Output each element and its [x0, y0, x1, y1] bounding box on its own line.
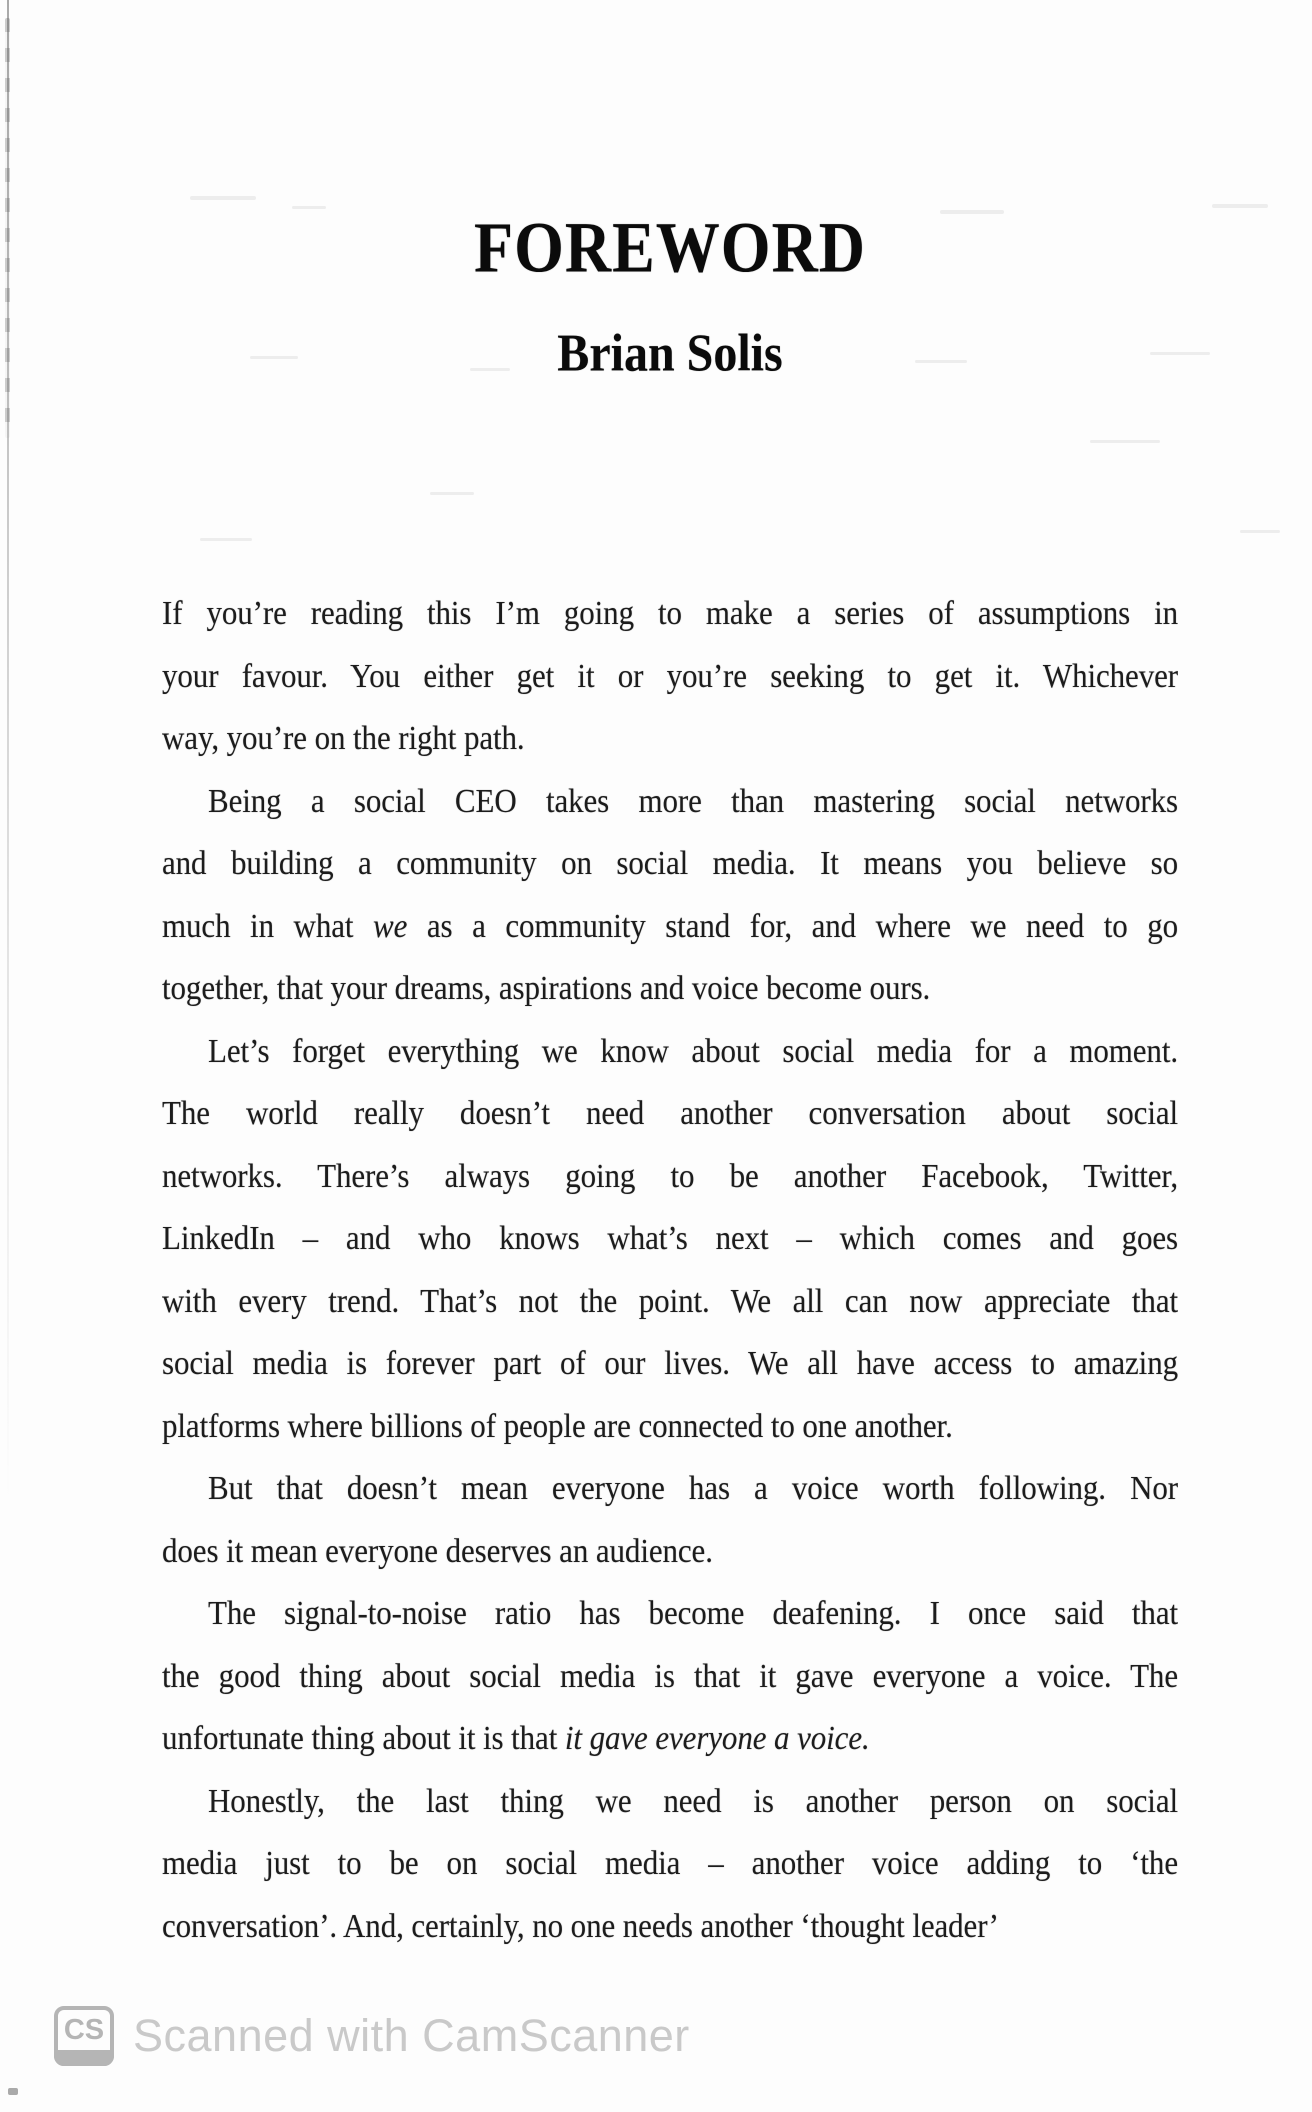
- paragraph: [162, 1582, 1178, 1770]
- camscanner-logo-icon: [54, 2006, 114, 2066]
- text-line: together, that your dreams, aspirations and voice become ours.: [162, 968, 931, 1007]
- body-text: [162, 582, 1178, 1957]
- scan-speck: [8, 2088, 18, 2095]
- text-line: unfortunate thing about it is that it gave everyone a voice.: [162, 1718, 870, 1757]
- scan-speck: [1240, 530, 1280, 533]
- text-line: LinkedIn – and who knows what’s next – which comes and goes: [162, 1218, 1178, 1257]
- text-column: [162, 0, 1178, 2112]
- paragraph: [162, 1020, 1178, 1458]
- camscanner-logo-text: CS: [63, 2014, 105, 2046]
- paragraph: [162, 1457, 1178, 1582]
- camscanner-logo-bar: [54, 2050, 114, 2066]
- text-line: the good thing about social media is that it gave everyone a voice. The: [162, 1655, 1178, 1695]
- text-line: Honestly, the last thing we need is another person on social: [208, 1780, 1178, 1820]
- camscanner-label: Scanned with CamScanner: [133, 2010, 690, 2061]
- text-line: with every trend. That’s not the point. We all can now appreciate that: [162, 1280, 1178, 1320]
- page-author: Brian Solis: [557, 324, 783, 383]
- text-line: does it mean everyone deserves an audience.: [162, 1530, 713, 1570]
- paragraph: [162, 770, 1178, 1020]
- text-line: media just to be on social media – another voice adding to ‘the: [162, 1843, 1178, 1882]
- text-line: platforms where billions of people are connected to one another.: [162, 1405, 953, 1445]
- text-line: Let’s forget everything we know about social media for a moment.: [208, 1030, 1178, 1070]
- text-line: way, you’re on the right path.: [162, 718, 525, 757]
- text-line: your favour. You either get it or you’re seeking to get it. Whichever: [162, 655, 1178, 695]
- paragraph: [162, 1770, 1178, 1958]
- text-line: Being a social CEO takes more than mastering social networks: [208, 780, 1178, 820]
- text-line: conversation’. And, certainly, no one needs another ‘thought leader’: [162, 1905, 999, 1945]
- paragraph: [162, 582, 1178, 770]
- text-line: The world really doesn’t need another conversation about social: [162, 1093, 1178, 1132]
- page-title: FOREWORD: [474, 207, 866, 288]
- scan-speck: [1212, 204, 1268, 208]
- text-line: The signal-to-noise ratio has become deafening. I once said that: [208, 1593, 1178, 1632]
- text-line: and building a community on social media. It means you believe so: [162, 843, 1178, 882]
- text-line: But that doesn’t mean everyone has a voice worth following. Nor: [208, 1468, 1178, 1507]
- text-line: social media is forever part of our lives. We all have access to amazing: [162, 1343, 1178, 1382]
- text-line: networks. There’s always going to be another Facebook, Twitter,: [162, 1155, 1178, 1195]
- text-line: much in what we as a community stand for, and where we need to go: [162, 905, 1178, 945]
- camscanner-watermark: [54, 2006, 690, 2066]
- text-line: If you’re reading this I’m going to make a series of assumptions in: [162, 593, 1178, 632]
- scan-edge-smudge: [5, 18, 10, 438]
